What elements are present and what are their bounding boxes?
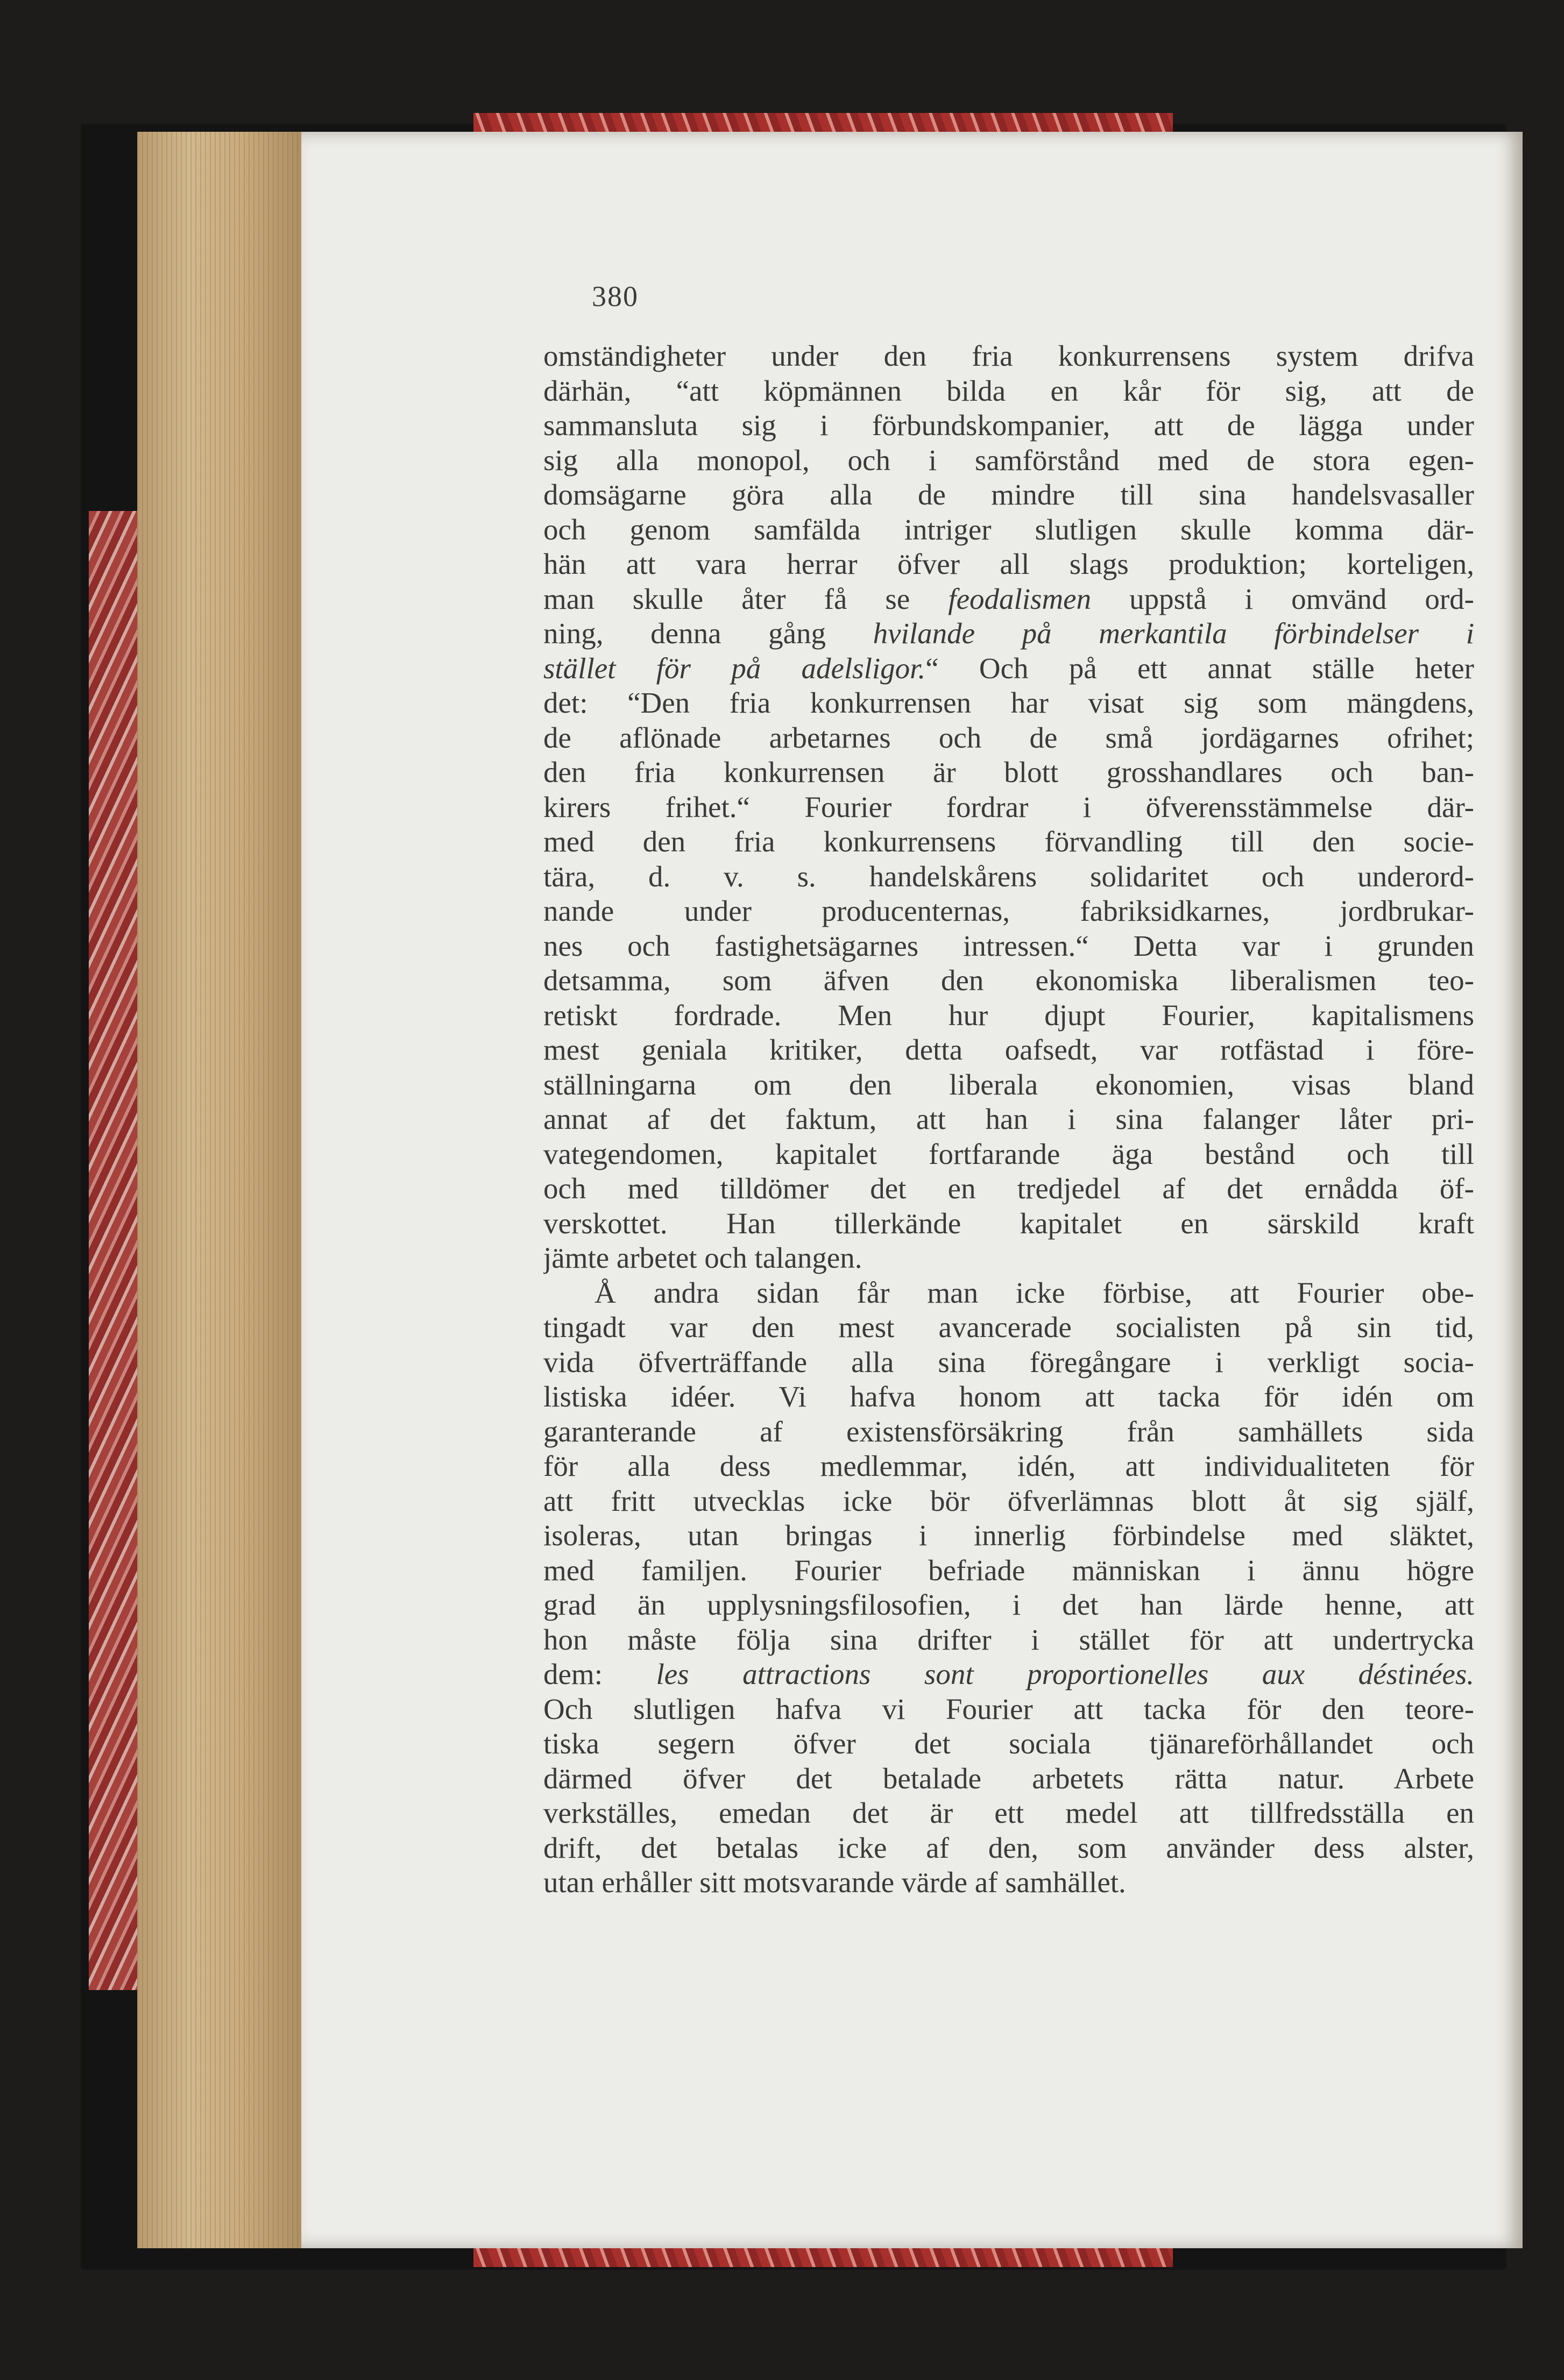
text-line: hon måste följa sina drifter i stället för att undertrycka	[543, 1623, 1474, 1656]
marbled-top-edge	[473, 113, 1173, 133]
text-line: det: “Den fria konkurrensen har visat sig som mängdens,	[543, 686, 1474, 719]
marbled-spine-edge	[89, 511, 137, 1990]
text-line: omständigheter under den fria konkurrensens system drifva	[543, 339, 1474, 372]
text-line: ning, denna gång hvilande på merkantila förbindelser i	[543, 617, 1474, 650]
page-stack-edge	[137, 132, 309, 2248]
text-line: domsägarne göra alla de mindre till sina handelsvasaller	[543, 478, 1474, 511]
text-line: garanterande af existensförsäkring från samhällets sida	[543, 1415, 1474, 1448]
text-line: för alla dess medlemmar, idén, att individualiteten för	[543, 1450, 1474, 1482]
marbled-bottom-edge	[473, 2246, 1173, 2267]
text-line: verskottet. Han tillerkände kapitalet en särskild kraft	[543, 1206, 1474, 1240]
text-line: annat af det faktum, att han i sina falanger låter pri-	[543, 1103, 1474, 1135]
text-line: jämte arbetet och talangen.	[543, 1241, 862, 1274]
text-line: de aflönade arbetarnes och de små jordägarnes ofrihet;	[543, 721, 1474, 754]
text-line: mest geniala kritiker, detta oafsedt, var rotfästad i före-	[543, 1033, 1474, 1066]
text-line: och genom samfälda intriger slutligen skulle komma där-	[543, 513, 1474, 546]
text-line: och med tilldömer det en tredjedel af det ernådda öf-	[543, 1172, 1474, 1205]
text-line: sig alla monopol, och i samförstånd med de stora egen-	[543, 443, 1474, 477]
text-line: att fritt utvecklas icke bör öfverlämnas blott åt sig själf,	[543, 1484, 1474, 1517]
text-line: med familjen. Fourier befriade människan i ännu högre	[543, 1553, 1474, 1587]
text-line: detsamma, som äfven den ekonomiska liberalismen teo-	[543, 964, 1474, 997]
text-line: därmed öfver det betalade arbetets rätta natur. Arbete	[543, 1761, 1474, 1795]
text-line: med den fria konkurrensens förvandling till den socie-	[543, 825, 1474, 858]
text-line: nes och fastighetsägarnes intressen.“ Detta var i grunden	[543, 929, 1474, 962]
text-line: verkställes, emedan det är ett medel att tillfredsställa en	[543, 1796, 1474, 1829]
text-line: grad än upplysningsfilosofien, i det han lärde henne, att	[543, 1588, 1474, 1621]
text-line: man skulle åter få se feodalismen uppstå i omvänd ord-	[543, 582, 1474, 615]
text-line: drift, det betalas icke af den, som använder dess alster,	[543, 1831, 1474, 1864]
text-line: nande under producenternas, fabriksidkarnes, jordbrukar-	[543, 894, 1474, 927]
text-line: tära, d. v. s. handelskårens solidaritet och underord-	[543, 859, 1474, 893]
text-line: tingadt var den mest avancerade socialisten på sin tid,	[543, 1311, 1474, 1344]
text-line: den fria konkurrensen är blott grosshandlares och ban-	[543, 756, 1474, 788]
text-line: sammansluta sig i förbundskompanier, att de lägga under	[543, 409, 1474, 442]
text-line: utan erhåller sitt motsvarande värde af samhället.	[543, 1866, 1126, 1899]
text-line: tiska segern öfver det sociala tjänareförhållandet och	[543, 1727, 1474, 1760]
page-number: 380	[592, 280, 639, 312]
text-line: retiskt fordrade. Men hur djupt Fourier, kapitalismens	[543, 998, 1474, 1032]
text-line: ställningarna om den liberala ekonomien, visas bland	[543, 1068, 1474, 1101]
text-line: hän att vara herrar öfver all slags produktion; korteligen,	[543, 548, 1474, 580]
text-line: listiska idéer. Vi hafva honom att tacka för idén om	[543, 1380, 1474, 1413]
text-line: därhän, “att köpmännen bilda en kår för sig, att de	[543, 374, 1474, 407]
text-line: stället för på adelsligor.“ Och på ett annat ställe heter	[543, 651, 1474, 685]
text-line: Och slutligen hafva vi Fourier att tacka för den teore-	[543, 1692, 1474, 1725]
text-line: isoleras, utan bringas i innerlig förbindelse med släktet,	[543, 1519, 1474, 1552]
body-text	[543, 339, 1474, 1900]
text-line: dem: les attractions sont proportionelles aux déstinées.	[543, 1658, 1474, 1690]
text-line: vida öfverträffande alla sina föregångare i verkligt socia-	[543, 1345, 1474, 1379]
text-line: kirers frihet.“ Fourier fordrar i öfverensstämmelse där-	[543, 790, 1474, 823]
text-line: vategendomen, kapitalet fortfarande äga bestånd och till	[543, 1137, 1474, 1170]
text-line: Å andra sidan får man icke förbise, att Fourier obe-	[595, 1276, 1474, 1309]
